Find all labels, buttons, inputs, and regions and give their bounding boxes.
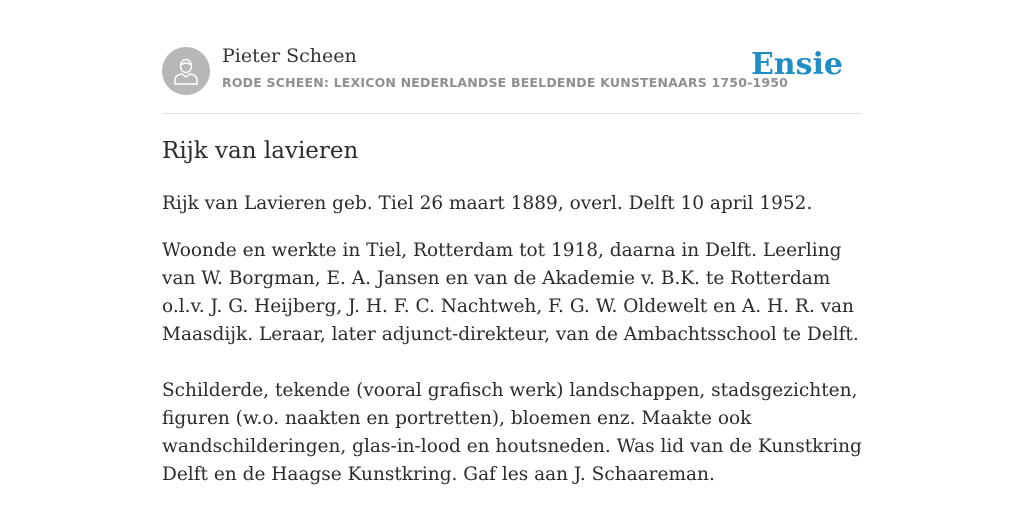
article-paragraph-3: Schilderde, tekende (vooral grafisch werk) landschappen, stadsgezichten, figuren (w.o. naakten en portretten), bloemen enz. Maakte ook wandschilderingen, glas-in-lood en houtsneden. Was lid van de Kunstkring Delft en de Haagse Kunstkring. Gaf les aan J. Schaareman. bbox=[162, 380, 862, 485]
brand-logo[interactable]: Ensie bbox=[750, 47, 843, 82]
article-header bbox=[162, 0, 862, 114]
source-label[interactable]: RODE SCHEEN: LEXICON NEDERLANDSE BEELDENDE KUNSTENAARS 1750-1950 bbox=[222, 75, 789, 90]
article-paragraph-1: Rijk van Lavieren geb. Tiel 26 maart 1889, overl. Delft 10 april 1952. bbox=[162, 193, 813, 214]
user-icon bbox=[173, 57, 199, 85]
article-title: Rijk van lavieren bbox=[162, 138, 359, 164]
avatar[interactable] bbox=[162, 47, 210, 95]
article-card bbox=[162, 0, 862, 485]
author-name[interactable]: Pieter Scheen bbox=[222, 45, 357, 67]
article-paragraph-2: Woonde en werkte in Tiel, Rotterdam tot 1918, daarna in Delft. Leerling van W. Borgman, E. A. Jansen en van de Akademie v. B.K. te Rotterdam o.l.v. J. G. Heijberg, J. H. F. C. Nachtweh, F. G. W. Oldewelt en A. H. R. van Maasdijk. Leraar, later adjunct-direkteur, van de Ambachtsschool te Delft. bbox=[162, 240, 859, 345]
